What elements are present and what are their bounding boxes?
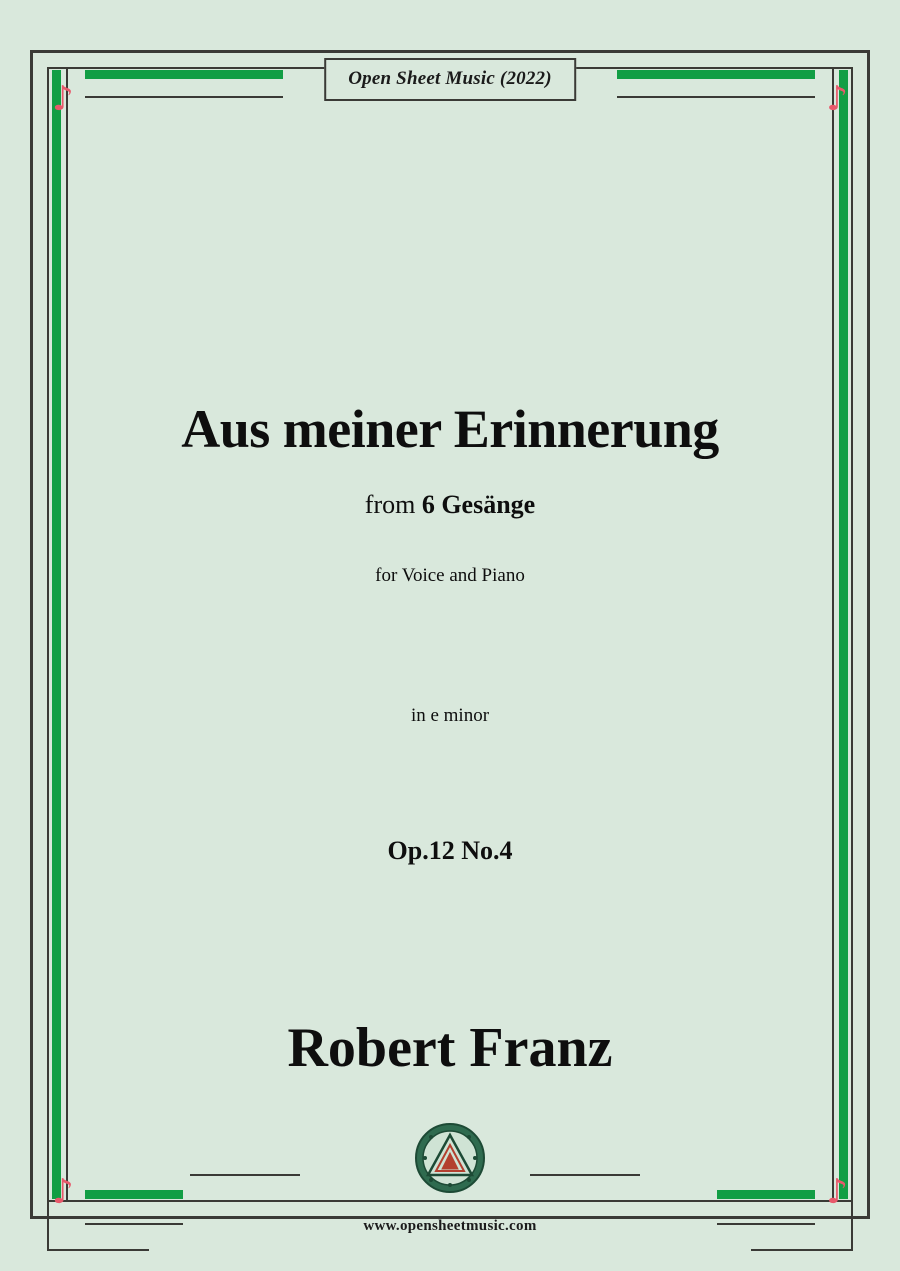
key-line: in e minor bbox=[410, 705, 490, 726]
music-note-icon-top-left: ♪ bbox=[52, 79, 74, 119]
decorative-rule-left bbox=[66, 67, 68, 1202]
decorative-green-bar-top-right bbox=[617, 70, 815, 79]
music-note-icon-top-right: ♪ bbox=[826, 79, 848, 119]
instrumentation-line: for Voice and Piano bbox=[375, 565, 525, 586]
decorative-rule-top-right bbox=[617, 96, 815, 98]
decorative-rule-right bbox=[832, 67, 834, 1202]
triangle-star-seal-logo-icon bbox=[415, 1123, 485, 1193]
decorative-dash-left bbox=[190, 1174, 300, 1176]
page-title: Aus meiner Erinnerung bbox=[181, 399, 719, 459]
decorative-green-bar-right bbox=[839, 70, 848, 1199]
music-note-icon-bottom-left: ♪ bbox=[52, 1172, 74, 1212]
decorative-green-bar-left bbox=[52, 70, 61, 1199]
opus-number: Op.12 No.4 bbox=[387, 836, 513, 865]
decorative-green-bar-bottom-right bbox=[717, 1190, 815, 1199]
publisher-banner: Open Sheet Music (2022) bbox=[324, 58, 576, 101]
decorative-green-bar-bottom-left bbox=[85, 1190, 183, 1199]
website-url: www.opensheetmusic.com bbox=[363, 1218, 537, 1234]
collection-prefix: from bbox=[364, 490, 422, 519]
composer-name: Robert Franz bbox=[287, 1017, 613, 1079]
collection-name: 6 Gesänge bbox=[421, 490, 536, 519]
decorative-rule-top-left bbox=[85, 96, 283, 98]
decorative-dash-right bbox=[530, 1174, 640, 1176]
decorative-green-bar-top-left bbox=[85, 70, 283, 79]
collection-line bbox=[90, 490, 810, 520]
music-note-icon-bottom-right: ♪ bbox=[826, 1172, 848, 1212]
